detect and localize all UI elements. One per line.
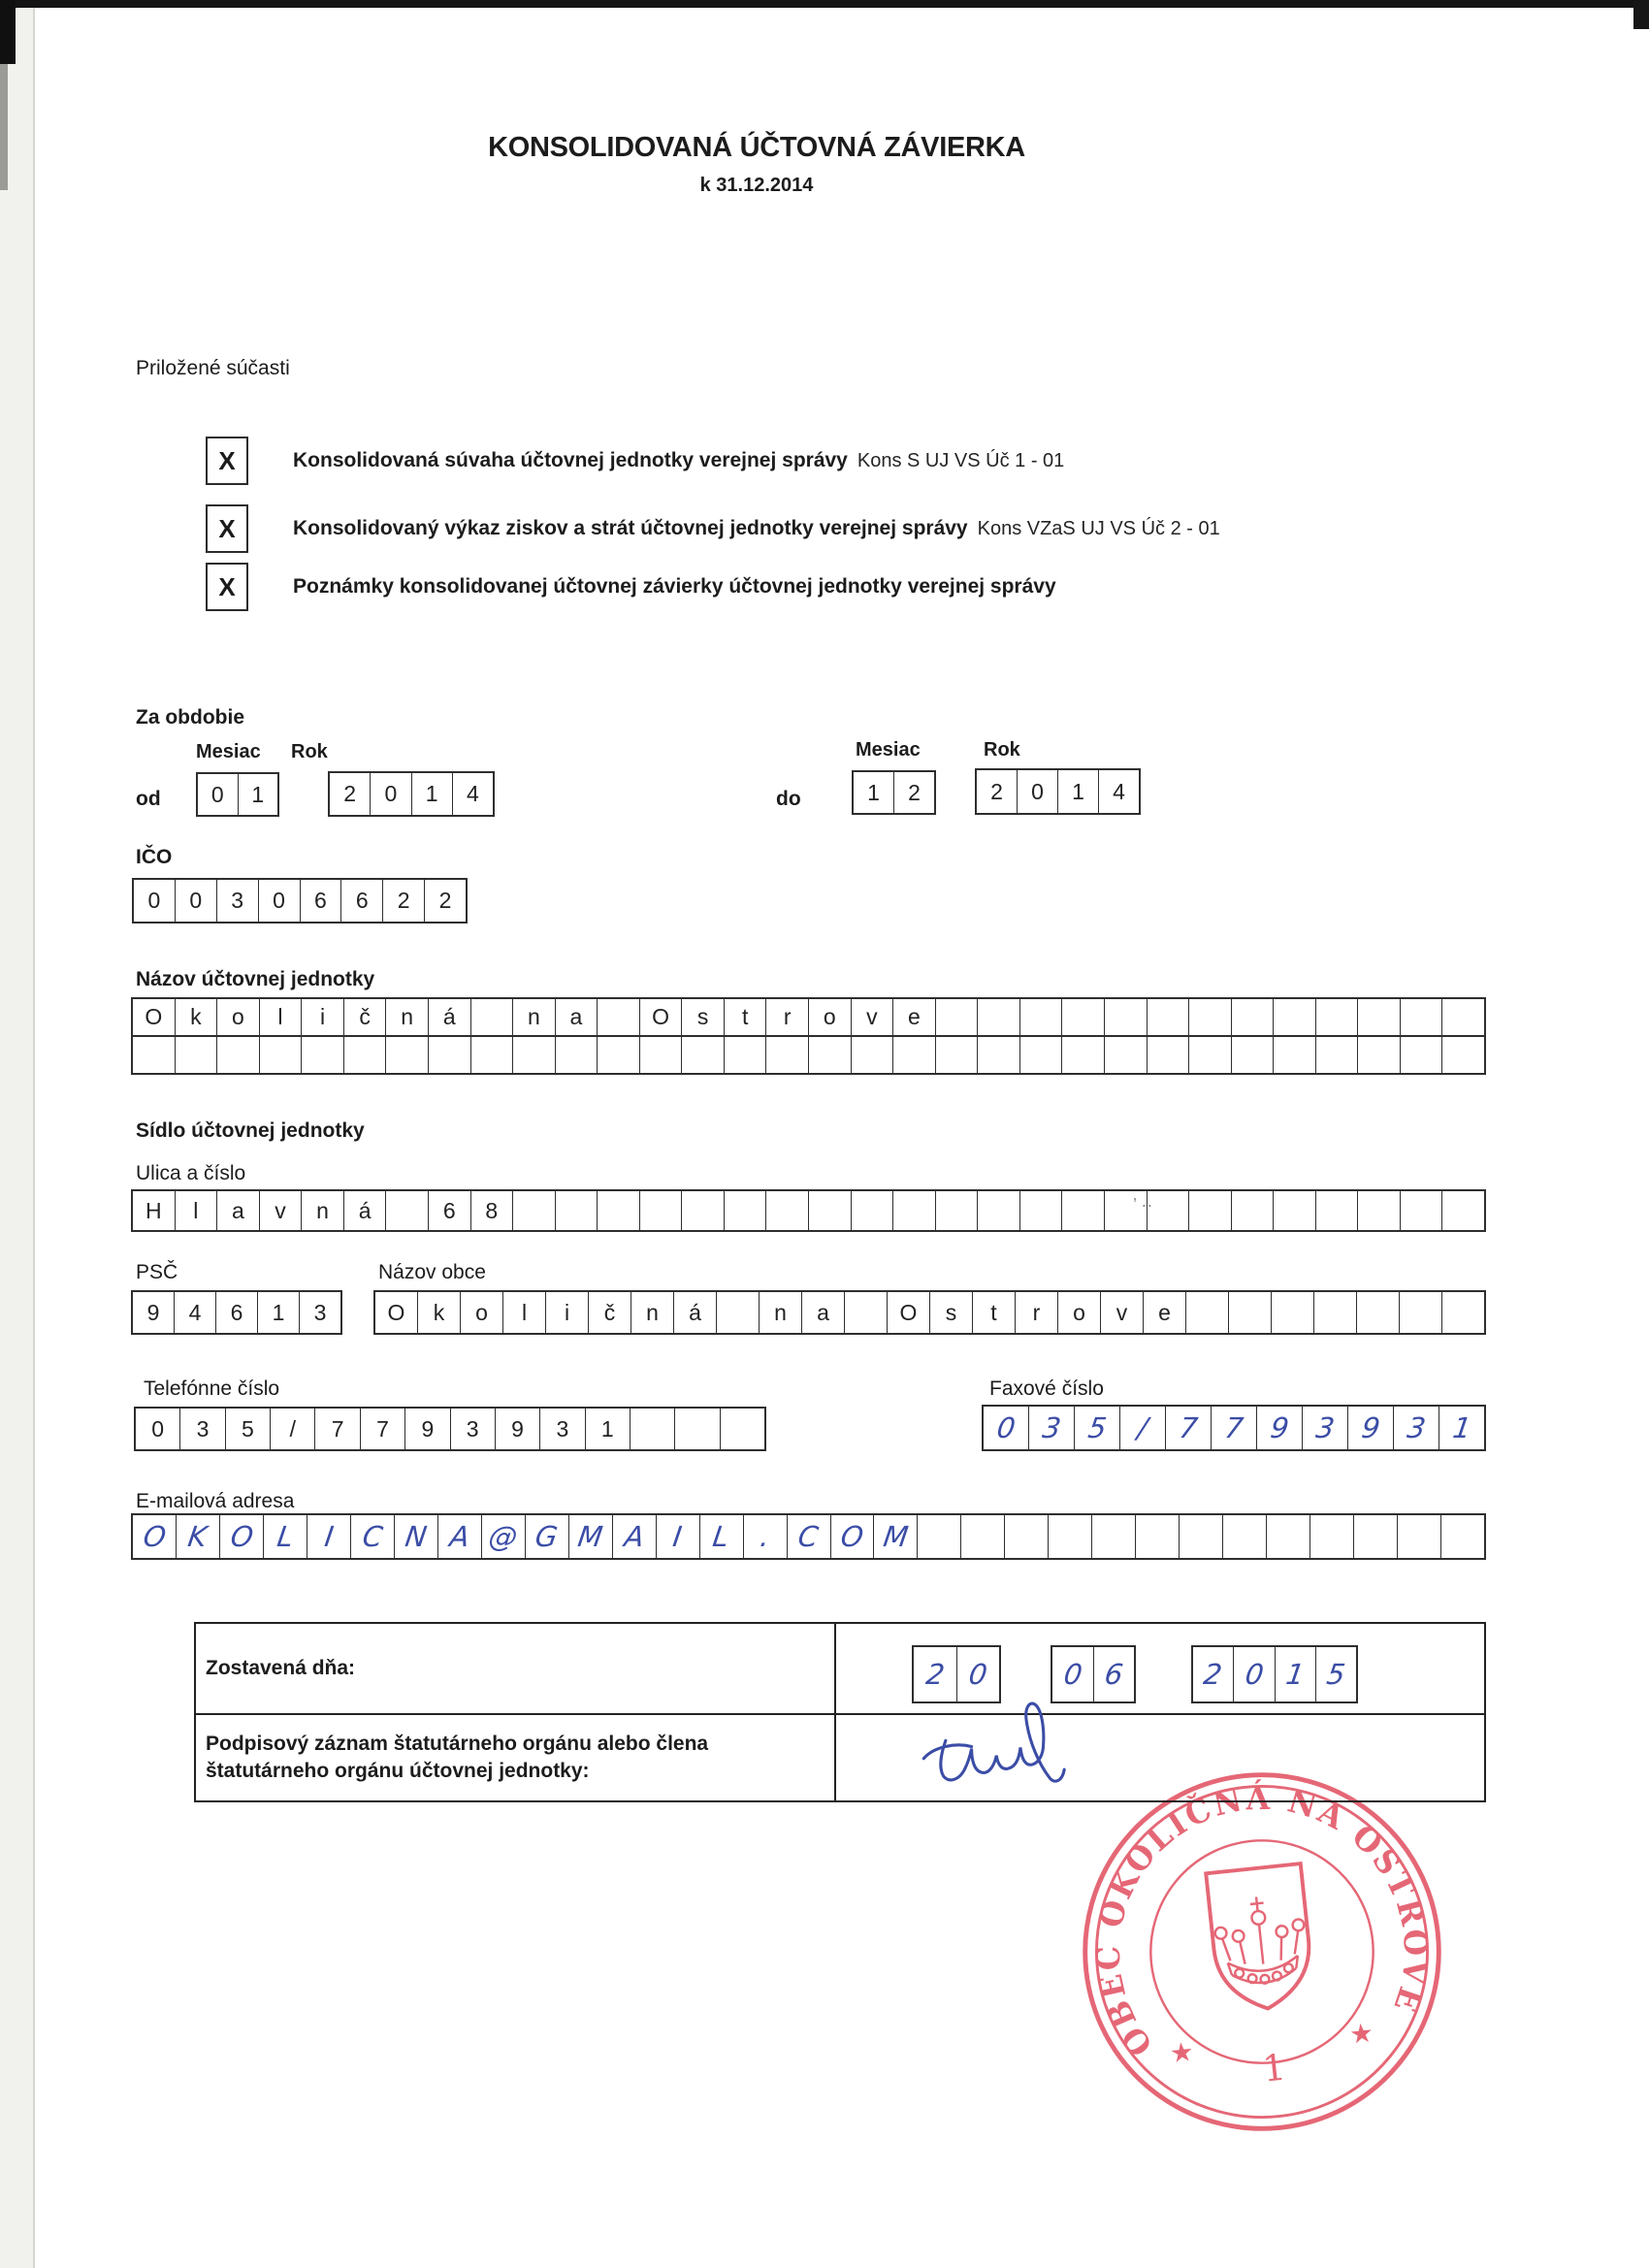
from-year-label: Rok (291, 741, 328, 762)
grid-cell[interactable] (556, 1037, 598, 1073)
grid-cell[interactable] (809, 1037, 852, 1073)
attachment-label-1-text: Konsolidovaná súvaha účtovnej jednotky verejnej správy (293, 449, 848, 471)
grid-cell[interactable]: r (766, 999, 809, 1035)
grid-cell[interactable] (598, 999, 640, 1035)
grid-cell[interactable]: 2 (330, 773, 371, 815)
grid-cell[interactable] (260, 1037, 303, 1073)
grid-cell[interactable]: 0 (371, 773, 411, 815)
grid-cell[interactable]: 2 (383, 880, 425, 922)
grid-cell[interactable]: 4 (175, 1292, 216, 1333)
grid-cell[interactable]: n (386, 999, 429, 1035)
form-title: KONSOLIDOVANÁ ÚČTOVNÁ ZÁVIERKA (488, 132, 1025, 163)
psc-label: PSČ (136, 1261, 178, 1283)
grid-cell[interactable] (682, 1191, 725, 1230)
from-label: od (136, 788, 161, 810)
grid-cell[interactable] (1020, 1037, 1063, 1073)
grid-cell[interactable]: I (657, 1515, 700, 1558)
grid-cell[interactable]: a (217, 1191, 260, 1230)
grid-cell[interactable]: 0 (198, 774, 239, 815)
grid-cell[interactable]: 3 (180, 1409, 225, 1449)
grid-cell[interactable] (845, 1292, 888, 1333)
grid-cell[interactable] (893, 1037, 936, 1073)
grid-cell[interactable] (893, 1191, 936, 1230)
official-stamp (1053, 1743, 1471, 2161)
grid-cell[interactable] (1105, 1037, 1148, 1073)
grid-cell[interactable]: 1 (258, 1292, 300, 1333)
street-grid[interactable] (131, 1189, 1486, 1232)
from-year-grid[interactable] (328, 771, 495, 817)
grid-cell[interactable] (1062, 999, 1105, 1035)
grid-cell[interactable]: 9 (1348, 1407, 1394, 1449)
grid-cell[interactable]: t (973, 1292, 1016, 1333)
grid-cell[interactable]: k (418, 1292, 461, 1333)
grid-cell[interactable] (1274, 1191, 1316, 1230)
grid-cell[interactable] (1189, 1037, 1232, 1073)
grid-cell[interactable]: A (438, 1515, 482, 1558)
form-subtitle-date: k 31.12.2014 (699, 175, 814, 196)
grid-cell[interactable]: 0 (1234, 1647, 1275, 1701)
grid-cell[interactable] (1274, 999, 1316, 1035)
grid-cell[interactable] (471, 999, 514, 1035)
svg-text:OBEC OKOLIČNÁ NA OSTROVE (1072, 1761, 1444, 2069)
grid-cell[interactable]: á (674, 1292, 717, 1333)
stamp-star-right-icon: ★ (1347, 2017, 1375, 2050)
grid-cell[interactable] (1223, 1515, 1267, 1558)
grid-cell[interactable]: 3 (1303, 1407, 1348, 1449)
grid-cell[interactable]: 9 (1257, 1407, 1303, 1449)
grid-cell[interactable]: 6 (301, 880, 342, 922)
grid-cell[interactable]: 5 (1324, 1658, 1347, 1691)
attachment-label-2-text: Konsolidovaný výkaz ziskov a strát účtovnej jednotky verejnej správy (293, 517, 968, 539)
ico-label: IČO (136, 846, 173, 868)
grid-cell[interactable]: č (344, 999, 387, 1035)
grid-cell[interactable]: 3 (313, 1299, 327, 1325)
grid-cell[interactable] (1441, 1515, 1484, 1558)
grid-cell[interactable] (302, 1037, 344, 1073)
grid-cell[interactable]: 3 (217, 880, 259, 922)
grid-cell[interactable]: s (930, 1292, 973, 1333)
grid-cell[interactable] (978, 1037, 1020, 1073)
fax-grid[interactable] (982, 1405, 1486, 1451)
grid-cell[interactable]: O (133, 1515, 177, 1558)
grid-cell[interactable]: 7 (315, 1409, 360, 1449)
grid-cell[interactable]: / (1120, 1407, 1166, 1449)
signature (914, 1698, 1093, 1799)
grid-cell[interactable]: 1 (412, 773, 453, 815)
grid-cell[interactable]: n (513, 999, 556, 1035)
grid-cell[interactable] (717, 1292, 760, 1333)
grid-cell[interactable]: A (613, 1515, 657, 1558)
signature-label-cell (196, 1715, 836, 1800)
grid-cell[interactable]: O (831, 1515, 875, 1558)
grid-cell[interactable]: 0 (966, 1658, 989, 1691)
obec-label: Názov obce (378, 1261, 486, 1283)
grid-cell[interactable] (344, 1037, 387, 1073)
grid-cell[interactable] (1316, 1037, 1359, 1073)
grid-cell[interactable]: I (307, 1515, 351, 1558)
grid-cell[interactable]: O (375, 1292, 418, 1333)
scan-artifact-top-left (0, 0, 16, 64)
fax-label: Faxové číslo (989, 1377, 1104, 1400)
grid-cell[interactable] (1148, 1037, 1190, 1073)
grid-cell[interactable] (1274, 1037, 1316, 1073)
grid-cell[interactable] (961, 1515, 1005, 1558)
grid-cell[interactable]: 5 (226, 1409, 271, 1449)
signature-label: Podpisový záznam štatutárneho orgánu alebo člena štatutárneho orgánu účtovnej jednotky: (206, 1732, 709, 1782)
grid-cell[interactable]: o (1058, 1292, 1101, 1333)
grid-cell[interactable] (936, 1037, 979, 1073)
grid-cell[interactable] (217, 1037, 260, 1073)
grid-cell[interactable] (1316, 999, 1359, 1035)
checkbox-vykaz[interactable]: X (206, 504, 248, 553)
grid-cell[interactable]: 0 (134, 880, 176, 922)
grid-cell[interactable]: 0 (259, 880, 301, 922)
date-label: Zostavená dňa: (206, 1657, 356, 1679)
stamp-ring-text: OBEC OKOLIČNÁ NA OSTROVE (1088, 1778, 1436, 2063)
grid-cell[interactable] (978, 1191, 1020, 1230)
grid-cell[interactable]: M (569, 1515, 613, 1558)
grid-cell[interactable]: 1 (1276, 1647, 1316, 1701)
grid-cell[interactable]: 2 (1193, 1647, 1234, 1701)
grid-cell[interactable]: l (176, 1191, 218, 1230)
attachments-heading: Priložené súčasti (136, 357, 290, 379)
grid-cell[interactable]: n (631, 1292, 674, 1333)
grid-cell[interactable] (386, 1037, 429, 1073)
grid-cell[interactable] (1357, 1292, 1400, 1333)
grid-cell[interactable]: 6 (1102, 1658, 1125, 1691)
page-edge-shadow (0, 8, 35, 2268)
grid-cell[interactable] (640, 1191, 683, 1230)
grid-cell[interactable]: 4 (1113, 778, 1125, 804)
entity-name-label: Názov účtovnej jednotky (136, 968, 375, 990)
grid-cell[interactable]: 3 (1029, 1407, 1075, 1449)
attachment-code-2: Kons VZaS UJ VS Úč 2 - 01 (977, 518, 1220, 539)
grid-cell[interactable]: 3 (451, 1409, 496, 1449)
to-label: do (776, 788, 801, 810)
grid-cell[interactable]: 8 (471, 1191, 514, 1230)
ico-grid[interactable] (132, 878, 468, 923)
grid-cell[interactable] (675, 1409, 720, 1449)
scan-artifact-left-smudge (0, 64, 8, 190)
to-month-label: Mesiac (856, 739, 921, 761)
grid-cell[interactable]: e (893, 999, 936, 1035)
grid-cell[interactable] (1442, 1037, 1484, 1073)
grid-cell[interactable] (1049, 1515, 1092, 1558)
grid-cell[interactable]: 4 (466, 781, 479, 806)
grid-cell[interactable]: 6 (429, 1191, 471, 1230)
grid-cell[interactable]: s (682, 999, 725, 1035)
grid-cell[interactable]: v (1101, 1292, 1144, 1333)
grid-cell[interactable] (1136, 1515, 1180, 1558)
grid-cell[interactable] (386, 1191, 429, 1230)
grid-cell[interactable] (1186, 1292, 1229, 1333)
grid-cell[interactable] (1442, 999, 1484, 1035)
grid-cell[interactable] (1105, 999, 1148, 1035)
grid-cell[interactable] (598, 1037, 640, 1073)
to-year-grid[interactable] (975, 768, 1141, 815)
grid-cell[interactable] (809, 1191, 852, 1230)
grid-cell[interactable] (852, 1037, 894, 1073)
grid-cell[interactable] (1400, 1292, 1442, 1333)
date-day-grid[interactable] (912, 1645, 1001, 1703)
grid-cell[interactable] (1272, 1292, 1314, 1333)
grid-cell[interactable]: 2 (438, 888, 452, 913)
scan-artifact-top-right (1633, 0, 1649, 29)
grid-cell[interactable] (852, 1191, 894, 1230)
grid-cell[interactable]: C (351, 1515, 395, 1558)
attachment-label-1 (293, 449, 1064, 472)
phone-label: Telefónne číslo (144, 1377, 280, 1400)
grid-cell[interactable] (1310, 1515, 1354, 1558)
grid-cell[interactable] (630, 1409, 675, 1449)
grid-cell[interactable]: 2 (908, 779, 921, 805)
grid-cell[interactable]: 3 (540, 1409, 585, 1449)
grid-cell[interactable]: N (395, 1515, 438, 1558)
grid-cell[interactable]: 9 (133, 1292, 175, 1333)
grid-cell[interactable] (918, 1515, 961, 1558)
grid-cell[interactable] (640, 1037, 683, 1073)
grid-cell[interactable]: e (1144, 1292, 1186, 1333)
to-year-label: Rok (984, 739, 1020, 761)
grid-cell[interactable] (725, 1037, 767, 1073)
grid-cell[interactable]: o (461, 1292, 503, 1333)
email-label: E-mailová adresa (136, 1490, 295, 1512)
grid-cell[interactable] (1189, 999, 1232, 1035)
grid-cell[interactable]: a (802, 1292, 845, 1333)
grid-cell[interactable] (1442, 1191, 1484, 1230)
entity-name-grid-row2[interactable] (131, 1035, 1486, 1075)
grid-cell[interactable]: r (1016, 1292, 1058, 1333)
grid-cell[interactable]: 9 (405, 1409, 450, 1449)
grid-cell[interactable]: 2 (914, 1647, 957, 1701)
attachment-row-3 (206, 563, 1066, 611)
grid-cell[interactable] (176, 1037, 218, 1073)
grid-cell[interactable] (1267, 1515, 1310, 1558)
grid-cell[interactable] (1148, 1191, 1190, 1230)
grid-cell[interactable] (725, 1191, 767, 1230)
grid-cell[interactable]: 1 (854, 772, 894, 813)
grid-cell[interactable] (721, 1409, 764, 1449)
to-month-grid[interactable] (852, 770, 936, 815)
grid-cell[interactable]: n (760, 1292, 802, 1333)
grid-cell[interactable] (1358, 999, 1401, 1035)
grid-cell[interactable]: 7 (1212, 1407, 1257, 1449)
grid-cell[interactable] (1358, 1191, 1401, 1230)
grid-cell[interactable] (1314, 1292, 1357, 1333)
grid-cell[interactable]: M (874, 1515, 918, 1558)
attachment-row-2 (206, 504, 1220, 553)
grid-cell[interactable]: . (744, 1515, 788, 1558)
grid-cell[interactable]: 1 (1450, 1411, 1473, 1444)
attachment-label-3 (293, 575, 1066, 599)
email-grid[interactable] (131, 1513, 1486, 1560)
grid-cell[interactable]: 5 (1075, 1407, 1120, 1449)
grid-cell[interactable] (766, 1037, 809, 1073)
grid-cell[interactable] (1062, 1191, 1105, 1230)
grid-cell[interactable] (1005, 1515, 1049, 1558)
grid-cell[interactable]: 0 (176, 880, 217, 922)
checkbox-poznamky[interactable]: X (206, 563, 248, 611)
grid-cell[interactable]: o (809, 999, 852, 1035)
attachment-label-2 (293, 517, 1220, 540)
grid-cell[interactable]: 0 (1052, 1647, 1094, 1701)
grid-cell[interactable] (471, 1037, 514, 1073)
grid-cell[interactable]: i (546, 1292, 589, 1333)
grid-cell[interactable]: L (700, 1515, 744, 1558)
grid-cell[interactable]: 0 (136, 1409, 180, 1449)
grid-cell[interactable] (598, 1191, 640, 1230)
grid-cell[interactable] (1062, 1037, 1105, 1073)
attachment-row-1 (206, 437, 1064, 485)
grid-cell[interactable] (1189, 1191, 1232, 1230)
grid-cell[interactable]: @ (482, 1515, 526, 1558)
stamp-star-left-icon: ★ (1168, 2035, 1196, 2069)
psc-grid[interactable] (131, 1290, 342, 1335)
entity-name-grid-row1[interactable] (131, 997, 1486, 1037)
grid-cell[interactable] (1148, 999, 1190, 1035)
grid-cell[interactable]: n (302, 1191, 344, 1230)
grid-cell[interactable] (1398, 1515, 1441, 1558)
grid-cell[interactable]: O (888, 1292, 930, 1333)
grid-cell[interactable] (1401, 1191, 1443, 1230)
attachment-code-1: Kons S UJ VS Úč 1 - 01 (857, 450, 1065, 471)
grid-cell[interactable]: K (177, 1515, 220, 1558)
grid-cell[interactable]: 0 (984, 1407, 1029, 1449)
grid-cell[interactable] (1180, 1515, 1223, 1558)
grid-cell[interactable]: L (264, 1515, 307, 1558)
grid-cell[interactable]: 6 (216, 1292, 258, 1333)
street-label: Ulica a číslo (136, 1162, 246, 1184)
grid-cell[interactable]: 7 (361, 1409, 405, 1449)
grid-cell[interactable] (682, 1037, 725, 1073)
grid-cell[interactable]: 1 (586, 1409, 630, 1449)
grid-cell[interactable] (1358, 1037, 1401, 1073)
grid-cell[interactable] (1316, 1191, 1359, 1230)
grid-cell[interactable] (513, 1191, 556, 1230)
grid-cell[interactable] (1229, 1292, 1272, 1333)
grid-cell[interactable] (1401, 1037, 1443, 1073)
scan-artifact-top-bar (0, 0, 1649, 8)
signature-cell (836, 1715, 1484, 1800)
grid-cell[interactable]: a (556, 999, 598, 1035)
obec-grid[interactable] (373, 1290, 1486, 1335)
grid-cell[interactable] (1442, 1292, 1484, 1333)
grid-cell[interactable]: 1 (251, 781, 265, 807)
stamp-number: 1 (1260, 2045, 1288, 2090)
grid-cell[interactable] (133, 1037, 176, 1073)
phone-grid[interactable] (134, 1407, 766, 1451)
grid-cell[interactable]: O (133, 999, 176, 1035)
date-month-grid[interactable] (1051, 1645, 1136, 1703)
grid-cell[interactable]: l (503, 1292, 546, 1333)
grid-cell[interactable] (556, 1191, 598, 1230)
grid-cell[interactable]: č (589, 1292, 631, 1333)
grid-cell[interactable] (1020, 1191, 1063, 1230)
grid-cell[interactable]: v (852, 999, 894, 1035)
stray-pen-mark: ’ ·· (1133, 1195, 1153, 1215)
grid-cell[interactable] (1401, 999, 1443, 1035)
grid-cell[interactable]: á (344, 1191, 387, 1230)
grid-cell[interactable]: á (429, 999, 471, 1035)
date-label-cell (196, 1624, 836, 1715)
grid-cell[interactable]: / (271, 1409, 315, 1449)
grid-cell[interactable]: H (133, 1191, 176, 1230)
grid-cell[interactable]: 7 (1166, 1407, 1212, 1449)
grid-cell[interactable] (429, 1037, 471, 1073)
grid-cell[interactable]: v (260, 1191, 303, 1230)
grid-cell[interactable] (1232, 1037, 1275, 1073)
grid-cell[interactable]: 6 (341, 880, 383, 922)
grid-cell[interactable]: i (302, 999, 344, 1035)
stamp-crown (1212, 1893, 1310, 1989)
grid-cell[interactable] (978, 999, 1020, 1035)
grid-cell[interactable]: 2 (977, 770, 1018, 813)
grid-cell[interactable]: o (217, 999, 260, 1035)
period-heading: Za obdobie (136, 706, 244, 729)
grid-cell[interactable]: k (176, 999, 218, 1035)
checkbox-suvaha[interactable]: X (206, 437, 248, 485)
grid-cell[interactable] (1232, 999, 1275, 1035)
grid-cell[interactable] (766, 1191, 809, 1230)
address-heading: Sídlo účtovnej jednotky (136, 1119, 365, 1142)
date-year-grid[interactable] (1191, 1645, 1358, 1703)
signature-table (194, 1622, 1486, 1802)
grid-cell[interactable]: G (526, 1515, 569, 1558)
grid-cell[interactable]: 1 (1058, 770, 1099, 813)
grid-cell[interactable]: t (725, 999, 767, 1035)
grid-cell[interactable]: l (260, 999, 303, 1035)
grid-cell[interactable]: 0 (1018, 770, 1058, 813)
grid-cell[interactable] (1232, 1191, 1275, 1230)
from-month-label: Mesiac (196, 741, 261, 762)
grid-cell[interactable] (1092, 1515, 1136, 1558)
from-month-grid[interactable] (196, 772, 279, 817)
grid-cell[interactable] (936, 1191, 979, 1230)
grid-cell[interactable]: 9 (496, 1409, 540, 1449)
attachment-label-3-text: Poznámky konsolidovanej účtovnej závierky účtovnej jednotky verejnej správy (293, 575, 1056, 598)
grid-cell[interactable]: O (220, 1515, 264, 1558)
grid-cell[interactable] (936, 999, 979, 1035)
grid-cell[interactable]: 3 (1394, 1407, 1439, 1449)
grid-cell[interactable]: O (640, 999, 683, 1035)
grid-cell[interactable] (1354, 1515, 1398, 1558)
grid-cell[interactable] (513, 1037, 556, 1073)
grid-cell[interactable]: C (788, 1515, 831, 1558)
grid-cell[interactable] (1020, 999, 1063, 1035)
